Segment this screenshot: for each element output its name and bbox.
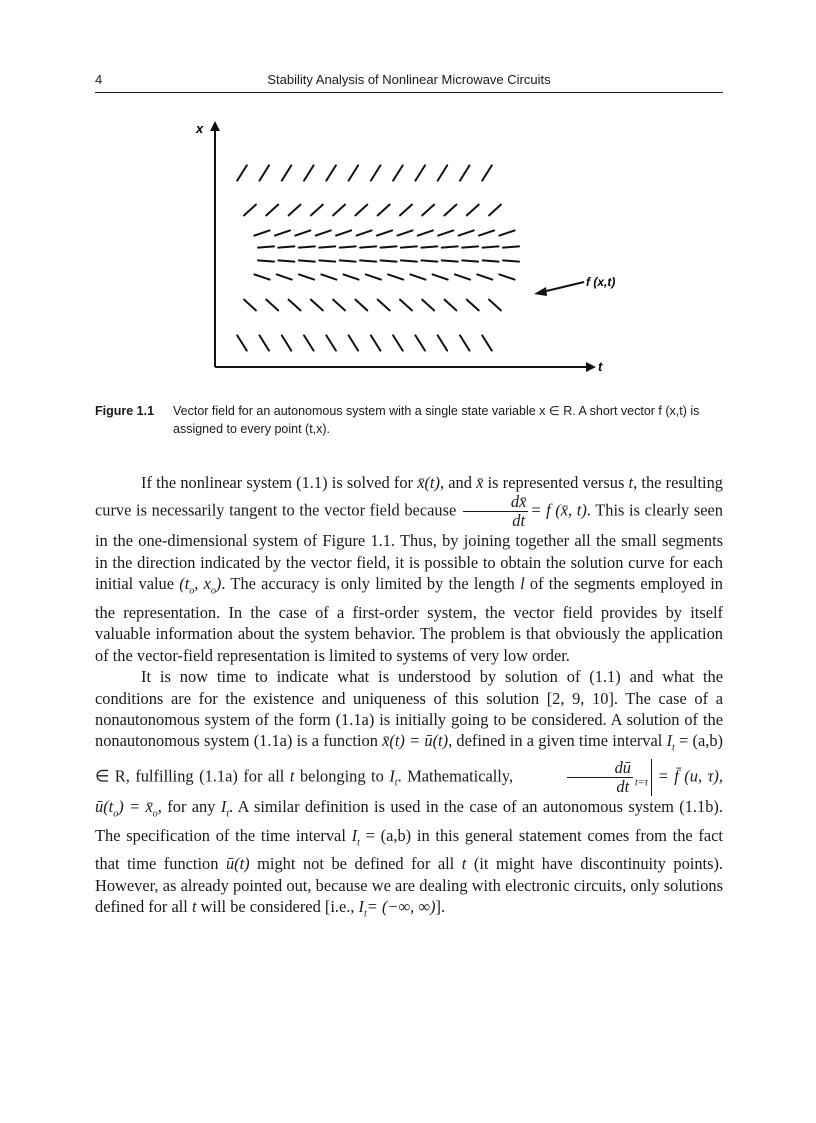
caption-text: Vector field for an autonomous system with a single state variable x ∈ R. A short vector f (x,t) is assigned to every point (t,x). — [173, 404, 700, 436]
math-xbar-t: x̄(t) — [417, 473, 440, 492]
vector-segment — [401, 246, 417, 247]
vector-field-plot — [180, 115, 640, 385]
vector-segment — [455, 274, 470, 279]
vector-segment — [275, 230, 290, 235]
vector-segment — [282, 335, 292, 350]
vector-segment — [422, 300, 434, 311]
vector-segment — [326, 335, 336, 350]
vector-segment — [401, 260, 417, 261]
vector-segment — [237, 165, 247, 180]
paragraph-1: If the nonlinear system (1.1) is solved for x̄(t), and x̄ is represented versus t, the resulting curve is necessarily tangent to the vector field because $\frac{dx̄}{dt}$ = f (x̄, t). This is clearly seen in the one-dimensional system of Figure 1.1. Thus, by joining together all the small segments in the direction indicated by the vector field, it is possible to obtain the solution curve for each initial value ($t_o$, $x_o$). The accuracy is only limited by the length l of the segments employed in the representation. In the case of a first-order system, the vector field provides by itself valuable information about the system behavior. The problem is that obviously the application of the vector-field representation is limited to systems of very low order. — [95, 473, 723, 665]
vector-segment — [418, 230, 433, 235]
vector-segment — [421, 260, 437, 261]
math-xbar: x̄ — [476, 473, 484, 492]
vector-segment — [336, 230, 351, 235]
vector-segment — [467, 300, 479, 311]
math-initial-value: ($t_o$, $x_o$) — [179, 574, 222, 597]
vector-segment — [433, 274, 448, 279]
vector-segment — [438, 165, 448, 180]
vector-segment — [462, 246, 478, 247]
vector-segment — [299, 260, 315, 261]
vector-segment — [415, 335, 425, 350]
vector-segment — [489, 300, 501, 311]
vector-segment — [479, 230, 494, 235]
vector-segment — [400, 300, 412, 311]
running-title: Stability Analysis of Nonlinear Microwave Circuits — [267, 72, 551, 87]
vector-segment — [415, 165, 425, 180]
vector-segment — [438, 335, 448, 350]
vector-segment — [445, 300, 457, 311]
vector-segment — [360, 260, 376, 261]
vector-segment — [355, 205, 367, 216]
vector-segment — [381, 260, 397, 261]
vector-pointer-arrowhead — [534, 287, 547, 296]
vector-segment — [477, 274, 492, 279]
vector-segment — [321, 274, 336, 279]
vector-segment — [333, 205, 345, 216]
vector-segment — [333, 300, 345, 311]
vector-segments — [237, 165, 519, 350]
vector-segment — [237, 335, 247, 350]
vector-segment — [278, 246, 294, 247]
vector-segment — [299, 274, 314, 279]
body-text — [95, 472, 723, 925]
vector-segment — [340, 260, 356, 261]
figure-caption — [95, 402, 735, 438]
vector-segment — [266, 300, 278, 311]
math-solution-eq: x̄(t) = ū(t) — [382, 731, 449, 751]
vector-segment — [299, 246, 315, 247]
vector-segment — [360, 246, 376, 247]
vector-segment — [378, 300, 390, 311]
vector-segment — [244, 300, 256, 311]
vector-segment — [378, 205, 390, 216]
vector-segment — [482, 165, 492, 180]
vector-segment — [349, 335, 359, 350]
vector-segment — [278, 260, 294, 261]
vector-segment — [422, 205, 434, 216]
vector-segment — [467, 205, 479, 216]
vector-segment — [304, 165, 314, 180]
x-axis-arrowhead — [586, 362, 596, 372]
vector-segment — [316, 230, 331, 235]
y-axis-arrowhead — [210, 121, 220, 131]
vector-segment — [311, 205, 323, 216]
vector-segment — [442, 246, 458, 247]
vector-segment — [357, 230, 372, 235]
vector-segment — [319, 260, 335, 261]
caption-label: Figure 1.1 — [95, 404, 155, 418]
vector-segment — [277, 274, 292, 279]
vector-segment — [289, 205, 301, 216]
vector-segment — [254, 274, 269, 279]
vector-segment — [260, 165, 270, 180]
vector-segment — [355, 300, 367, 311]
vector-segment — [289, 300, 301, 311]
page-number: 4 — [95, 72, 103, 87]
vector-field-figure — [180, 115, 640, 385]
y-axis-label: x — [196, 121, 204, 136]
vector-segment — [366, 274, 381, 279]
vector-segment — [503, 260, 519, 261]
vector-segment — [460, 335, 470, 350]
page-header — [95, 70, 723, 93]
vector-segment — [311, 300, 323, 311]
vector-segment — [371, 335, 381, 350]
vector-segment — [244, 205, 256, 216]
vector-segment — [445, 205, 457, 216]
vector-segment — [304, 335, 314, 350]
vector-segment — [462, 260, 478, 261]
vector-segment — [340, 246, 356, 247]
vector-segment — [410, 274, 425, 279]
evaluated-derivative: $\frac{dū}{dt}$ $_{t=\tau}$ — [519, 759, 653, 796]
vector-segment — [258, 260, 274, 261]
vector-segment — [393, 335, 403, 350]
vector-segment — [438, 230, 453, 235]
x-axis-label: t — [598, 359, 603, 374]
vector-segment — [400, 205, 412, 216]
vector-segment — [371, 165, 381, 180]
vector-segment — [503, 246, 519, 247]
vector-segment — [483, 246, 499, 247]
vector-segment — [388, 274, 403, 279]
vector-segment — [489, 205, 501, 216]
vector-segment — [344, 274, 359, 279]
derivative-fraction: $\frac{dx̄}{dt}$ — [463, 493, 528, 530]
vector-segment — [258, 246, 274, 247]
vector-segment — [282, 165, 292, 180]
vector-segment — [254, 230, 269, 235]
vector-segment — [260, 335, 270, 350]
vector-segment — [266, 205, 278, 216]
vector-segment — [326, 165, 336, 180]
vector-segment — [442, 260, 458, 261]
vector-field-label: f (x,t) — [586, 275, 616, 289]
vector-segment — [295, 230, 310, 235]
vector-segment — [483, 260, 499, 261]
vector-segment — [460, 165, 470, 180]
vector-segment — [459, 230, 474, 235]
vector-segment — [499, 274, 514, 279]
vector-segment — [482, 335, 492, 350]
vector-segment — [393, 165, 403, 180]
vector-segment — [349, 165, 359, 180]
vector-segment — [421, 246, 437, 247]
vector-segment — [499, 230, 514, 235]
math-f-eq: = f (x̄, t) — [530, 500, 587, 520]
vector-segment — [319, 246, 335, 247]
vector-segment — [381, 246, 397, 247]
vector-segment — [397, 230, 412, 235]
vector-segment — [377, 230, 392, 235]
paragraph-2: It is now time to indicate what is understood by solution of (1.1) and what the conditions are for the existence and uniqueness of this solution [2, 9, 10]. The case of a nonautonomous system of the form (1.1a) is initially going to be considered. A solution of the nonautonomous system (1.1a) is a function x̄(t) = ū(t), defined in a given time interval $I_t = (a,b)$ ∈ R, fulfilling (1.1a) for all t belonging to $I_t$. Mathematically, $\frac{dū}{dt}$ $_{t=\tau}$ = f̄ (u, τ), $ū(t_o)$ = $x̄_o$, for any $I_t$. A similar definition is used in the case of an autonomous system (1.1b). The specification of the time interval $I_t = (a,b)$ in this general statement comes from the fact that time function ū(t) might not be defined for all t (it might have discontinuity points). However, as already pointed out, because we are dealing with electronic circuits, only solutions defined for all t will be considered [i.e., $I_t=$ (−∞, ∞)]. — [95, 667, 724, 920]
